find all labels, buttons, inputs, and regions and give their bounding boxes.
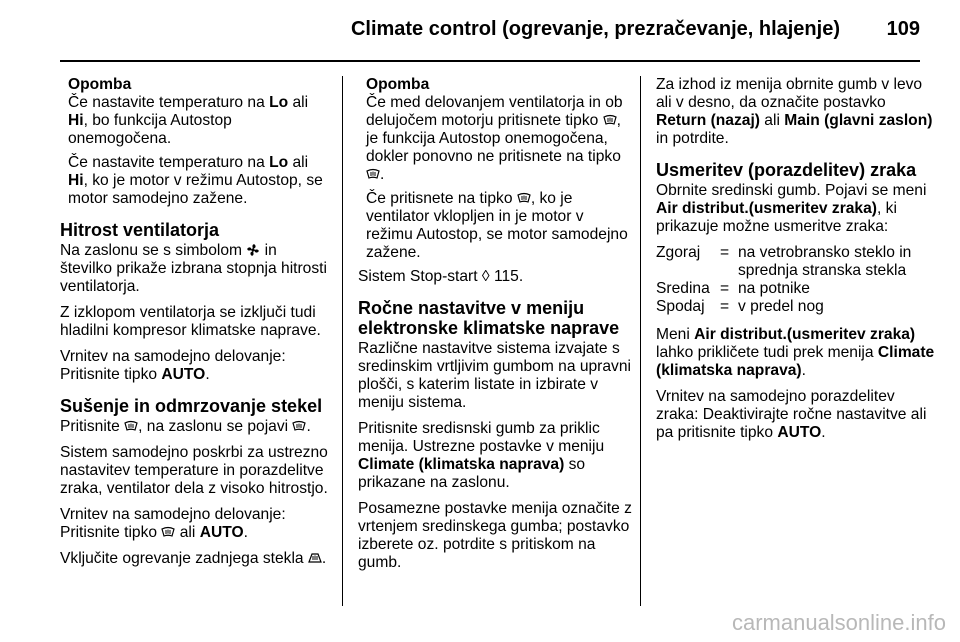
paragraph: Meni Air distribut.(usmeritev zraka) lahko prikličete tudi prek menija Climate (klimatska naprava).	[656, 326, 935, 379]
cross-reference: Sistem Stop-start ◊ 115.	[358, 268, 524, 285]
note-paragraph: Če pritisnete na tipko , ko je ventilator vklopljen in je motor v režimu Autostop, se motor samodejno zažene.	[366, 190, 628, 261]
column-1	[60, 76, 330, 576]
column-2	[358, 76, 634, 580]
column-divider	[640, 76, 641, 606]
table-row: Zgoraj = na vetrobransko steklo in sprednja stranska stekla	[656, 244, 912, 279]
rear-window-heating-icon	[308, 551, 322, 565]
paragraph: Pritisnite , na zaslonu se pojavi .	[60, 418, 311, 435]
windscreen-defrost-icon	[366, 167, 380, 181]
windscreen-defrost-icon	[292, 419, 306, 433]
paragraph: Vrnitev na samodejno porazdelitev zraka: Deaktivirajte ročne nastavitve ali pa pritisnite tipko AUTO.	[656, 388, 927, 441]
fan-icon	[246, 243, 260, 257]
note-heading: Opomba	[68, 76, 132, 93]
windscreen-defrost-icon	[517, 191, 531, 205]
windscreen-defrost-icon	[124, 419, 138, 433]
paragraph: Vrnitev na samodejno delovanje: Pritisnite tipko AUTO.	[60, 348, 286, 383]
windscreen-defrost-icon	[161, 525, 175, 539]
note-heading: Opomba	[366, 76, 430, 93]
paragraph: Pritisnite sredisnski gumb za priklic menija. Ustrezne postavke v meniju Climate (klimatska naprava) so prikazane na zaslonu.	[358, 420, 605, 491]
paragraph: Vrnitev na samodejno delovanje: Pritisnite tipko ali AUTO.	[60, 506, 286, 541]
watermark: carmanualsonline.info	[731, 610, 946, 635]
paragraph: Za izhod iz menija obrnite gumb v levo ali v desno, da označite postavko Return (nazaj) ali Main (glavni zaslon) in potrdite.	[656, 76, 933, 147]
section-heading-manual-settings: Ročne nastavitve v meniju elektronske klimatske naprave	[358, 298, 620, 338]
note-paragraph: Če nastavite temperaturo na Lo ali Hi, bo funkcija Autostop onemogočena.	[68, 94, 309, 147]
reference-arrow-icon: ◊	[481, 268, 490, 285]
note-box	[60, 76, 330, 208]
paragraph: Posamezne postavke menija označite z vrtenjem sredinskega gumba; postavko izberete oz. potrdite s pritiskom na gumb.	[358, 500, 632, 571]
section-heading-demist: Sušenje in odmrzovanje stekel	[60, 396, 323, 416]
section-heading-fan-speed: Hitrost ventilatorja	[60, 220, 220, 240]
paragraph: Vključite ogrevanje zadnjega stekla .	[60, 550, 327, 567]
paragraph: Na zaslonu se s simbolom in številko prikaže izbrana stopnja hitrosti ventilatorja.	[60, 242, 327, 295]
column-divider	[342, 76, 343, 606]
windscreen-defrost-icon	[603, 113, 617, 127]
section-heading-air-distribution: Usmeritev (porazdelitev) zraka	[656, 160, 917, 180]
paragraph: Obrnite sredinski gumb. Pojavi se meni Air distribut.(usmeritev zraka), ki prikazuje možne usmeritve zraka:	[656, 182, 927, 235]
paragraph: Sistem samodejno poskrbi za ustrezno nastavitev temperature in porazdelitve zraka, ventilator dela z visoko hitrostjo.	[60, 444, 328, 497]
column-3	[656, 76, 936, 450]
note-paragraph: Če nastavite temperaturo na Lo ali Hi, ko je motor v režimu Autostop, se motor samodejno zažene.	[68, 154, 323, 207]
page-header	[60, 18, 920, 48]
air-distribution-table	[656, 244, 936, 316]
note-paragraph: Če med delovanjem ventilatorja in ob delujočem motorju pritisnete tipko , je funkcija Autostop onemogočena, dokler ponovno ne pritisnete na tipko .	[366, 94, 623, 183]
paragraph: Različne nastavitve sistema izvajate s sredinskim vrtljivim gumbom na upravni plošči, s katerim listate in izbirate v meniju sistema.	[358, 340, 631, 411]
page-number: 109	[886, 18, 920, 40]
page-title: Climate control (ogrevanje, prezračevanje, hlajenje)	[350, 18, 840, 40]
paragraph: Z izklopom ventilatorja se izključi tudi hladilni kompresor klimatske naprave.	[60, 304, 321, 339]
header-rule	[60, 60, 920, 62]
table-row: Sredina = na potnike	[656, 280, 810, 297]
note-box	[358, 76, 634, 262]
table-row: Spodaj = v predel nog	[656, 298, 824, 315]
